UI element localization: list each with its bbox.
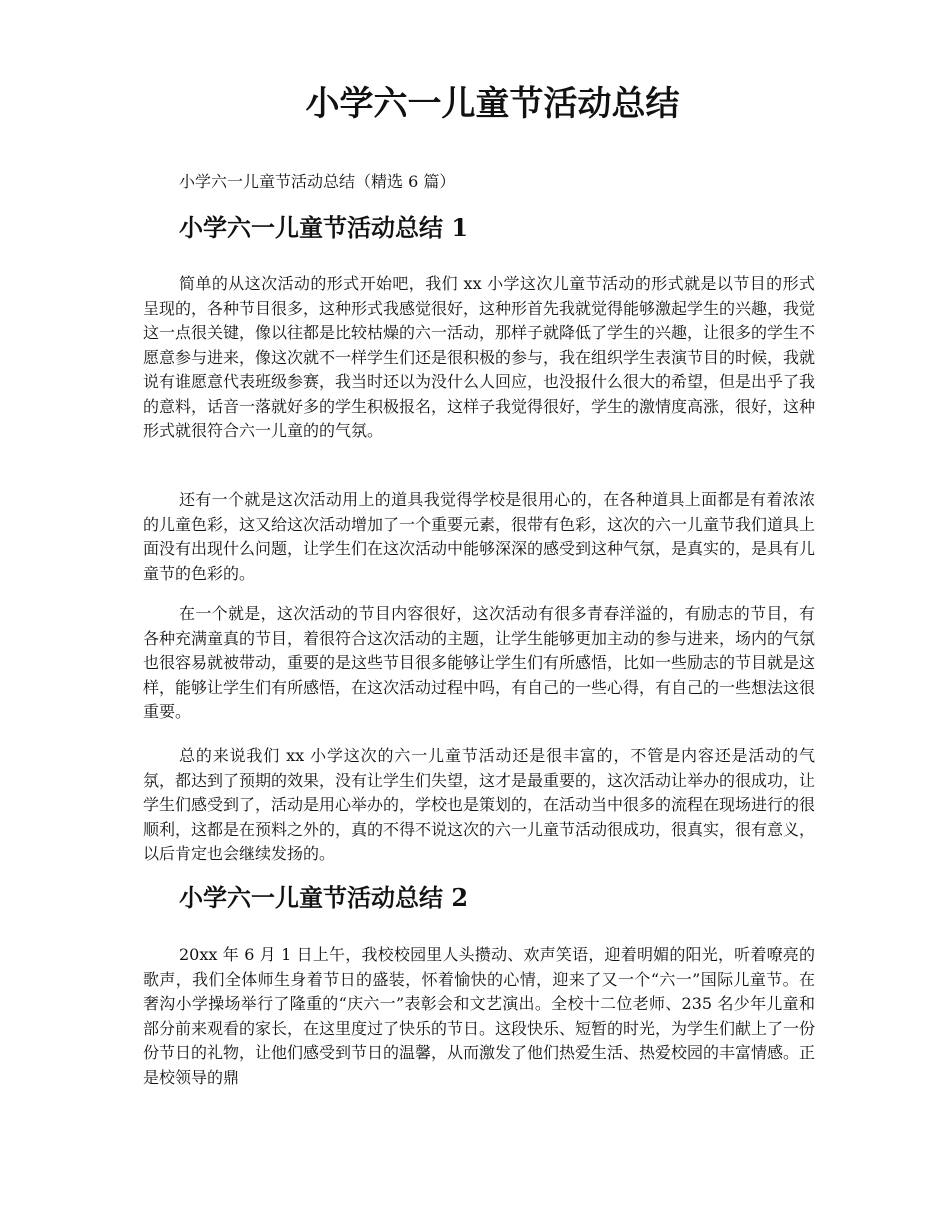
section-1-paragraph-1: 简单的从这次活动的形式开始吧，我们 xx 小学这次儿童节活动的形式就是以节目的形式呈现的，各种节目很多，这种形式我感觉很好，这种形首先我就觉得能够激起学生的兴趣，我觉这一点很关键，像以往都是比较枯燥的六一活动，那样子就降低了学生的兴趣，让很多的学生不愿意参与进来，像这次就不一样学生们还是很积极的参与，我在组织学生表演节目的时候，我就说有谁愿意代表班级参赛，我当时还以为没什么人回应，也没报什么很大的希望，但是出乎了我的意料，话音一落就好多的学生积极报名，这样子我觉得很好，学生的激情度高涨，很好，这种形式就很符合六一儿童的的气氛。	[143, 274, 816, 440]
document-title: 小学六一儿童节活动总结	[305, 84, 680, 124]
section-heading-1: 小学六一儿童节活动总结 1	[179, 213, 469, 242]
section-heading-2: 小学六一儿童节活动总结 2	[179, 883, 469, 912]
section-1-paragraph-4: 总的来说我们 xx 小学这次的六一儿童节活动还是很丰富的，不管是内容还是活动的气氛，都达到了预期的效果，没有让学生们失望，这才是最重要的，这次活动让举办的很成功，让学生们感受到了，活动是用心举办的，学校也是策划的，在活动当中很多的流程在现场进行的很顺利，这都是在预料之外的，真的不得不说这次的六一儿童节活动很成功，很真实，很有意义，以后肯定也会继续发扬的。	[143, 746, 816, 863]
section-2-paragraph-1: 20xx 年 6 月 1 日上午，我校校园里人头攒动、欢声笑语，迎着明媚的阳光，听着嘹亮的歌声，我们全体师生身着节日的盛装，怀着愉快的心情，迎来了又一个“六一”国际儿童节。在奢沟小学操场举行了隆重的“庆六一”表彰会和文艺演出。全校十二位老师、235 名少年儿童和部分前来观看的家长，在这里度过了快乐的节日。这段快乐、短暂的时光，为学生们献上了一份份节日的礼物，让他们感受到节日的温馨，从而激发了他们热爱生活、热爱校园的丰富情感。正是校领导的鼎	[143, 945, 816, 1087]
section-1-paragraph-2: 还有一个就是这次活动用上的道具我觉得学校是很用心的，在各种道具上面都是有着浓浓的儿童色彩，这又给这次活动增加了一个重要元素，很带有色彩，这次的六一儿童节我们道具上面没有出现什么问题，让学生们在这次活动中能够深深的感受到这种气氛，是真实的，是具有儿童节的色彩的。	[143, 490, 816, 583]
document-subtitle: 小学六一儿童节活动总结（精选 6 篇）	[179, 172, 456, 191]
section-1-paragraph-3: 在一个就是，这次活动的节目内容很好，这次活动有很多青春洋溢的，有励志的节目，有各种充满童真的节目，着很符合这次活动的主题，让学生能够更加主动的参与进来，场内的气氛也很容易就被带动，重要的是这些节目很多能够让学生们有所感悟，比如一些励志的节目就是这样，能够让学生们有所感悟，在这次活动过程中吗，有自己的一些心得，有自己的一些想法这很重要。	[143, 604, 816, 721]
